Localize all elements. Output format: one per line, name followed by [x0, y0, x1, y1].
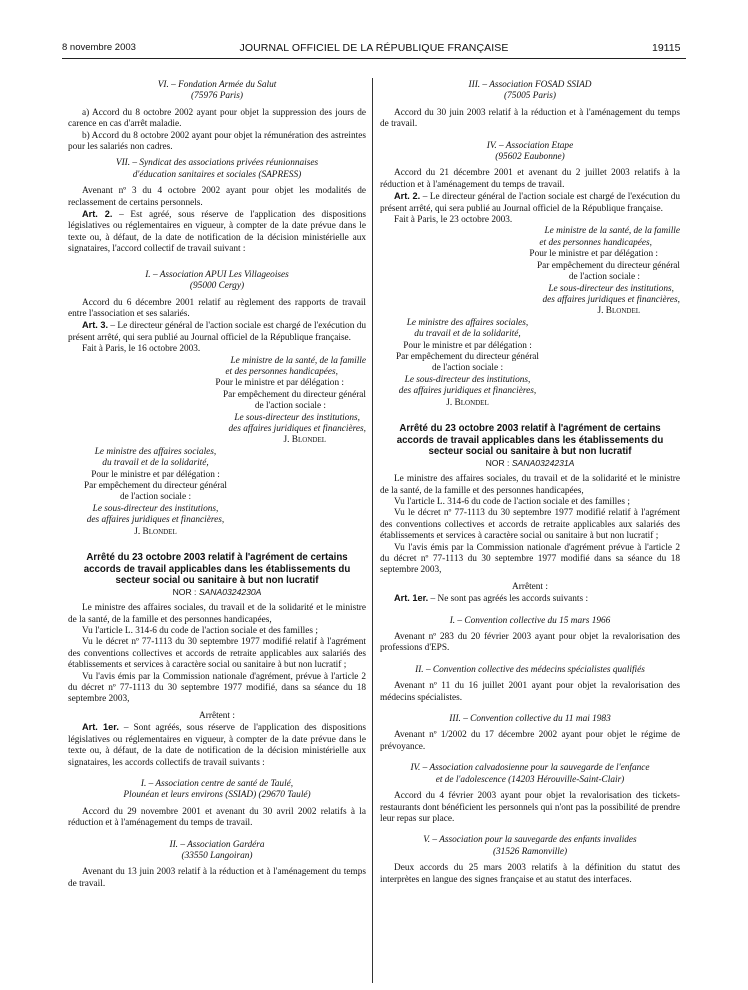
arrete-heading: Arrêté du 23 octobre 2003 relatif à l'agrément de certains accords de travail applicables dans les établissements du secteur social ou sanitaire à but non lucratif [396, 422, 664, 458]
sig-line: Le ministre de la santé, de la famille [230, 355, 366, 366]
section-place: (75005 Paris) [504, 91, 556, 102]
article-text: – Le directeur général de l'action sociale est chargé de l'exécution du présent arrêté, qui sera publié au Journal officiel de la République française. [68, 321, 366, 343]
sig-line: Le sous-directeur des institutions, [234, 412, 360, 423]
sig-line: Le ministre de la santé, de la famille [544, 226, 680, 237]
sig-line: du travail et de la solidarité, [102, 458, 209, 469]
article-label: Art. 1er. [394, 593, 429, 604]
section-title: V. – Association pour la sauvegarde des enfants invalides [423, 835, 637, 846]
sig-line: de l'action sociale : [431, 363, 504, 374]
arretent: Arrêtent : [512, 581, 548, 592]
section-title-cont: et de l'adolescence (14203 Hérouville-Saint-Clair) [435, 774, 625, 785]
paragraph: Accord du 6 décembre 2001 relatif au règlement des rapports de travail entre l'association et ses salariés. [68, 297, 366, 319]
sig-line: Par empêchement du directeur général [84, 481, 227, 491]
issue-date: 8 novembre 2003 [62, 42, 136, 53]
sig-line: des affaires juridiques et financières, [542, 294, 680, 305]
article-1 [380, 593, 680, 605]
paragraph: Avenant du 13 juin 2003 relatif à la réduction et à l'aménagement du temps de travail. [68, 867, 366, 889]
visa: Vu le décret nº 77-1113 du 30 septembre 1977 modifié relatif à l'agrément des conventions collectives et accords de retraite applicables aux salariés des établissements et services à caractère social ou sanitaire à but non lucratif ; [380, 508, 680, 542]
sig-line: de l'action sociale : [254, 401, 326, 412]
arrete-heading: Arrêté du 23 octobre 2003 relatif à l'agrément de certains accords de travail applicables dans les établissements du secteur social ou sanitaire à but non lucratif [83, 552, 351, 587]
section-place: (75976 Paris) [191, 91, 243, 102]
sig-line: Pour le ministre et par délégation : [403, 340, 532, 351]
section-title: I. – Association APUI Les Villageoises [145, 269, 289, 280]
section-place: (31526 Ramonville) [492, 846, 568, 857]
sig-line: Pour le ministre et par délégation : [529, 249, 658, 260]
signatory: J. Blondel [134, 526, 177, 537]
sig-line: Pour le ministre et par délégation : [215, 378, 344, 389]
section-title: III. – Convention collective du 11 mai 1983 [449, 714, 611, 725]
article-text: – Est agréé, sous réserve de l'application des dispositions législatives ou réglementaires en vigueur, à compter de la date prévue dans le texte ou, à défaut, de la date de notification de la décision ministérielle aux signataires, l'accord collectif de travail suivant : [68, 210, 366, 255]
paragraph: Avenant nº 283 du 20 février 2003 ayant pour objet la revalorisation des professions d'EPS. [380, 632, 680, 654]
nor-reference [380, 458, 680, 469]
article-label: Art. 3. [82, 320, 109, 331]
paragraph: Accord du 4 février 2003 ayant pour objet la revalorisation des tickets-restaurants dont bénéficient les personnels qui n'ont pas la possibilité de prendre leur repas sur place. [380, 791, 680, 824]
section-title-cont: Plounéan et leurs environs (SSIAD) (29670 Taulé) [123, 790, 311, 801]
signed-date: Fait à Paris, le 16 octobre 2003. [82, 344, 201, 355]
section-place: (95000 Cergy) [189, 281, 245, 292]
column-divider [372, 78, 373, 983]
sig-line: Le sous-directeur des institutions, [548, 283, 674, 294]
sig-line: Le ministre des affaires sociales, [406, 317, 529, 328]
paragraph: Deux accords du 25 mars 2003 relatifs à la définition du statut des interprètes en langue des signes française et au statut des interfaces. [380, 863, 680, 885]
sig-line: de l'action sociale : [119, 492, 192, 503]
signature-block [380, 226, 680, 317]
article-text: – Sont agréés, sous réserve de l'application des dispositions législatives ou réglementaires en vigueur, à compter de la date prévue dans le texte ou, à défaut, de la date de notification de la décision ministérielle aux signataires, les accords collectifs de travail suivants : [68, 723, 366, 768]
section-title-cont: d'éducation sanitaires et sociales (SAPRESS) [132, 169, 302, 180]
nor-value: SANA0324230A [198, 586, 262, 597]
visa: Vu l'article L. 314-6 du code de l'action sociale et des familles ; [82, 626, 318, 637]
signature-block [68, 447, 243, 538]
nor-reference [68, 587, 366, 598]
sig-line: Par empêchement du directeur général [537, 260, 680, 271]
section-title: VI. – Fondation Armée du Salut [157, 80, 277, 90]
visa: Vu l'article L. 314-6 du code de l'action sociale et des familles ; [394, 496, 630, 507]
sig-line: Le sous-directeur des institutions, [92, 503, 219, 514]
arretent: Arrêtent : [199, 710, 235, 721]
left-column [68, 80, 366, 890]
visa: Le ministre des affaires sociales, du travail et de la solidarité et le ministre de la santé, de la famille et des personnes handicapées, [68, 603, 366, 625]
article-2 [68, 209, 366, 256]
section-title: III. – Association FOSAD SSIAD [468, 80, 592, 90]
section-place: (33550 Langoiran) [181, 850, 253, 861]
section-title: IV. – Association Etape [486, 140, 574, 151]
sig-line: et des personnes handicapées, [539, 237, 652, 248]
paragraph: Accord du 29 novembre 2001 et avenant du 30 avril 2002 relatifs à la réduction et à l'aménagement du temps de travail. [68, 806, 366, 829]
paragraph: b) Accord du 8 octobre 2002 ayant pour objet la rémunération des astreintes pour les salariés non cadres. [68, 130, 366, 153]
sig-line: Le ministre des affaires sociales, [94, 446, 217, 457]
section-title: VII. – Syndicat des associations privées réunionnaises [115, 158, 319, 169]
nor-value: SANA0324231A [511, 457, 575, 468]
sig-line: du travail et de la solidarité, [414, 329, 521, 340]
article-label: Art. 2. [82, 209, 113, 220]
paragraph: Avenant nº 1/2002 du 17 décembre 2002 ayant pour objet le régime de prévoyance. [380, 730, 680, 752]
visa: Vu l'avis émis par la Commission nationale d'agrément, prévue à l'article 2 du décret nº 77-1113 du 30 septembre 1977 modifié, dans sa séance du 18 septembre 2003, [68, 671, 366, 705]
sig-line: Pour le ministre et par délégation : [91, 469, 220, 480]
sig-line: Le sous-directeur des institutions, [404, 374, 531, 385]
section-title: II. – Association Gardéra [169, 839, 265, 850]
article-2 [380, 191, 680, 215]
sig-line: des affaires juridiques et financières, [398, 386, 537, 397]
header-rule [62, 58, 686, 59]
right-column [380, 80, 680, 886]
signature-block [68, 356, 366, 447]
nor-label: NOR : [485, 457, 512, 468]
article-text: – Le directeur général de l'action sociale est chargé de l'exécution du présent arrêté, qui sera publié au Journal officiel de la République française. [380, 192, 680, 214]
signature-block [380, 318, 555, 409]
article-1 [68, 722, 366, 769]
paragraph: Avenant nº 11 du 16 juillet 2001 ayant pour objet la revalorisation des médecins spécialistes. [380, 681, 680, 703]
paragraph: Avenant nº 3 du 4 octobre 2002 ayant pour objet les modalités de reclassement de certains personnels. [68, 186, 366, 208]
paragraph: a) Accord du 8 octobre 2002 ayant pour objet la suppression des jours de carence en cas d'arrêt maladie. [68, 107, 366, 130]
section-title: I. – Association centre de santé de Taulé, [140, 778, 294, 789]
article-3 [68, 320, 366, 344]
section-title: I. – Convention collective du 15 mars 1966 [449, 615, 611, 626]
sig-line: des affaires juridiques et financières, [86, 515, 225, 526]
page-number: 19115 [652, 42, 681, 54]
signed-date: Fait à Paris, le 23 octobre 2003. [394, 215, 513, 226]
signatory: J. Blondel [283, 435, 326, 446]
signatory: J. Blondel [446, 397, 489, 408]
section-place: (95602 Eaubonne) [495, 152, 565, 163]
paragraph: Accord du 21 décembre 2001 et avenant du 2 juillet 2003 relatifs à la réduction et à l'aménagement du temps de travail. [380, 168, 680, 190]
section-title: IV. – Association calvadosienne pour la sauvegarde de l'enfance [410, 763, 650, 774]
visa: Le ministre des affaires sociales, du travail et de la solidarité et le ministre de la santé, de la famille et des personnes handicapées, [380, 474, 680, 496]
sig-line: et des personnes handicapées, [225, 366, 338, 377]
signatory: J. Blondel [597, 306, 640, 317]
paragraph: Accord du 30 juin 2003 relatif à la réduction et à l'aménagement du temps de travail. [380, 107, 680, 130]
nor-label: NOR : [172, 586, 199, 597]
sig-line: des affaires juridiques et financières, [228, 423, 366, 434]
article-label: Art. 1er. [82, 722, 119, 733]
visa: Vu l'avis émis par la Commission nationale d'agrément prévue à l'article 2 du décret nº 77-1113 du 30 septembre 1977 modifié dans sa séance du 18 septembre 2003, [380, 542, 680, 576]
sig-line: Par empêchement du directeur général [223, 389, 366, 400]
article-text: – Ne sont pas agréés les accords suivants : [428, 594, 589, 605]
sig-line: Par empêchement du directeur général [396, 351, 539, 362]
sig-line: de l'action sociale : [568, 272, 640, 283]
visa: Vu le décret nº 77-1113 du 30 septembre 1977 modifié relatif à l'agrément des conventions collectives et accords de retraite applicables aux salariés des établissements et services à caractère social ou sanitaire à but non lucratif ; [68, 637, 366, 671]
article-label: Art. 2. [394, 191, 421, 202]
journal-title: JOURNAL OFFICIEL DE LA RÉPUBLIQUE FRANÇAISE [239, 42, 509, 54]
section-title: II. – Convention collective des médecins spécialistes qualifiés [415, 664, 645, 675]
